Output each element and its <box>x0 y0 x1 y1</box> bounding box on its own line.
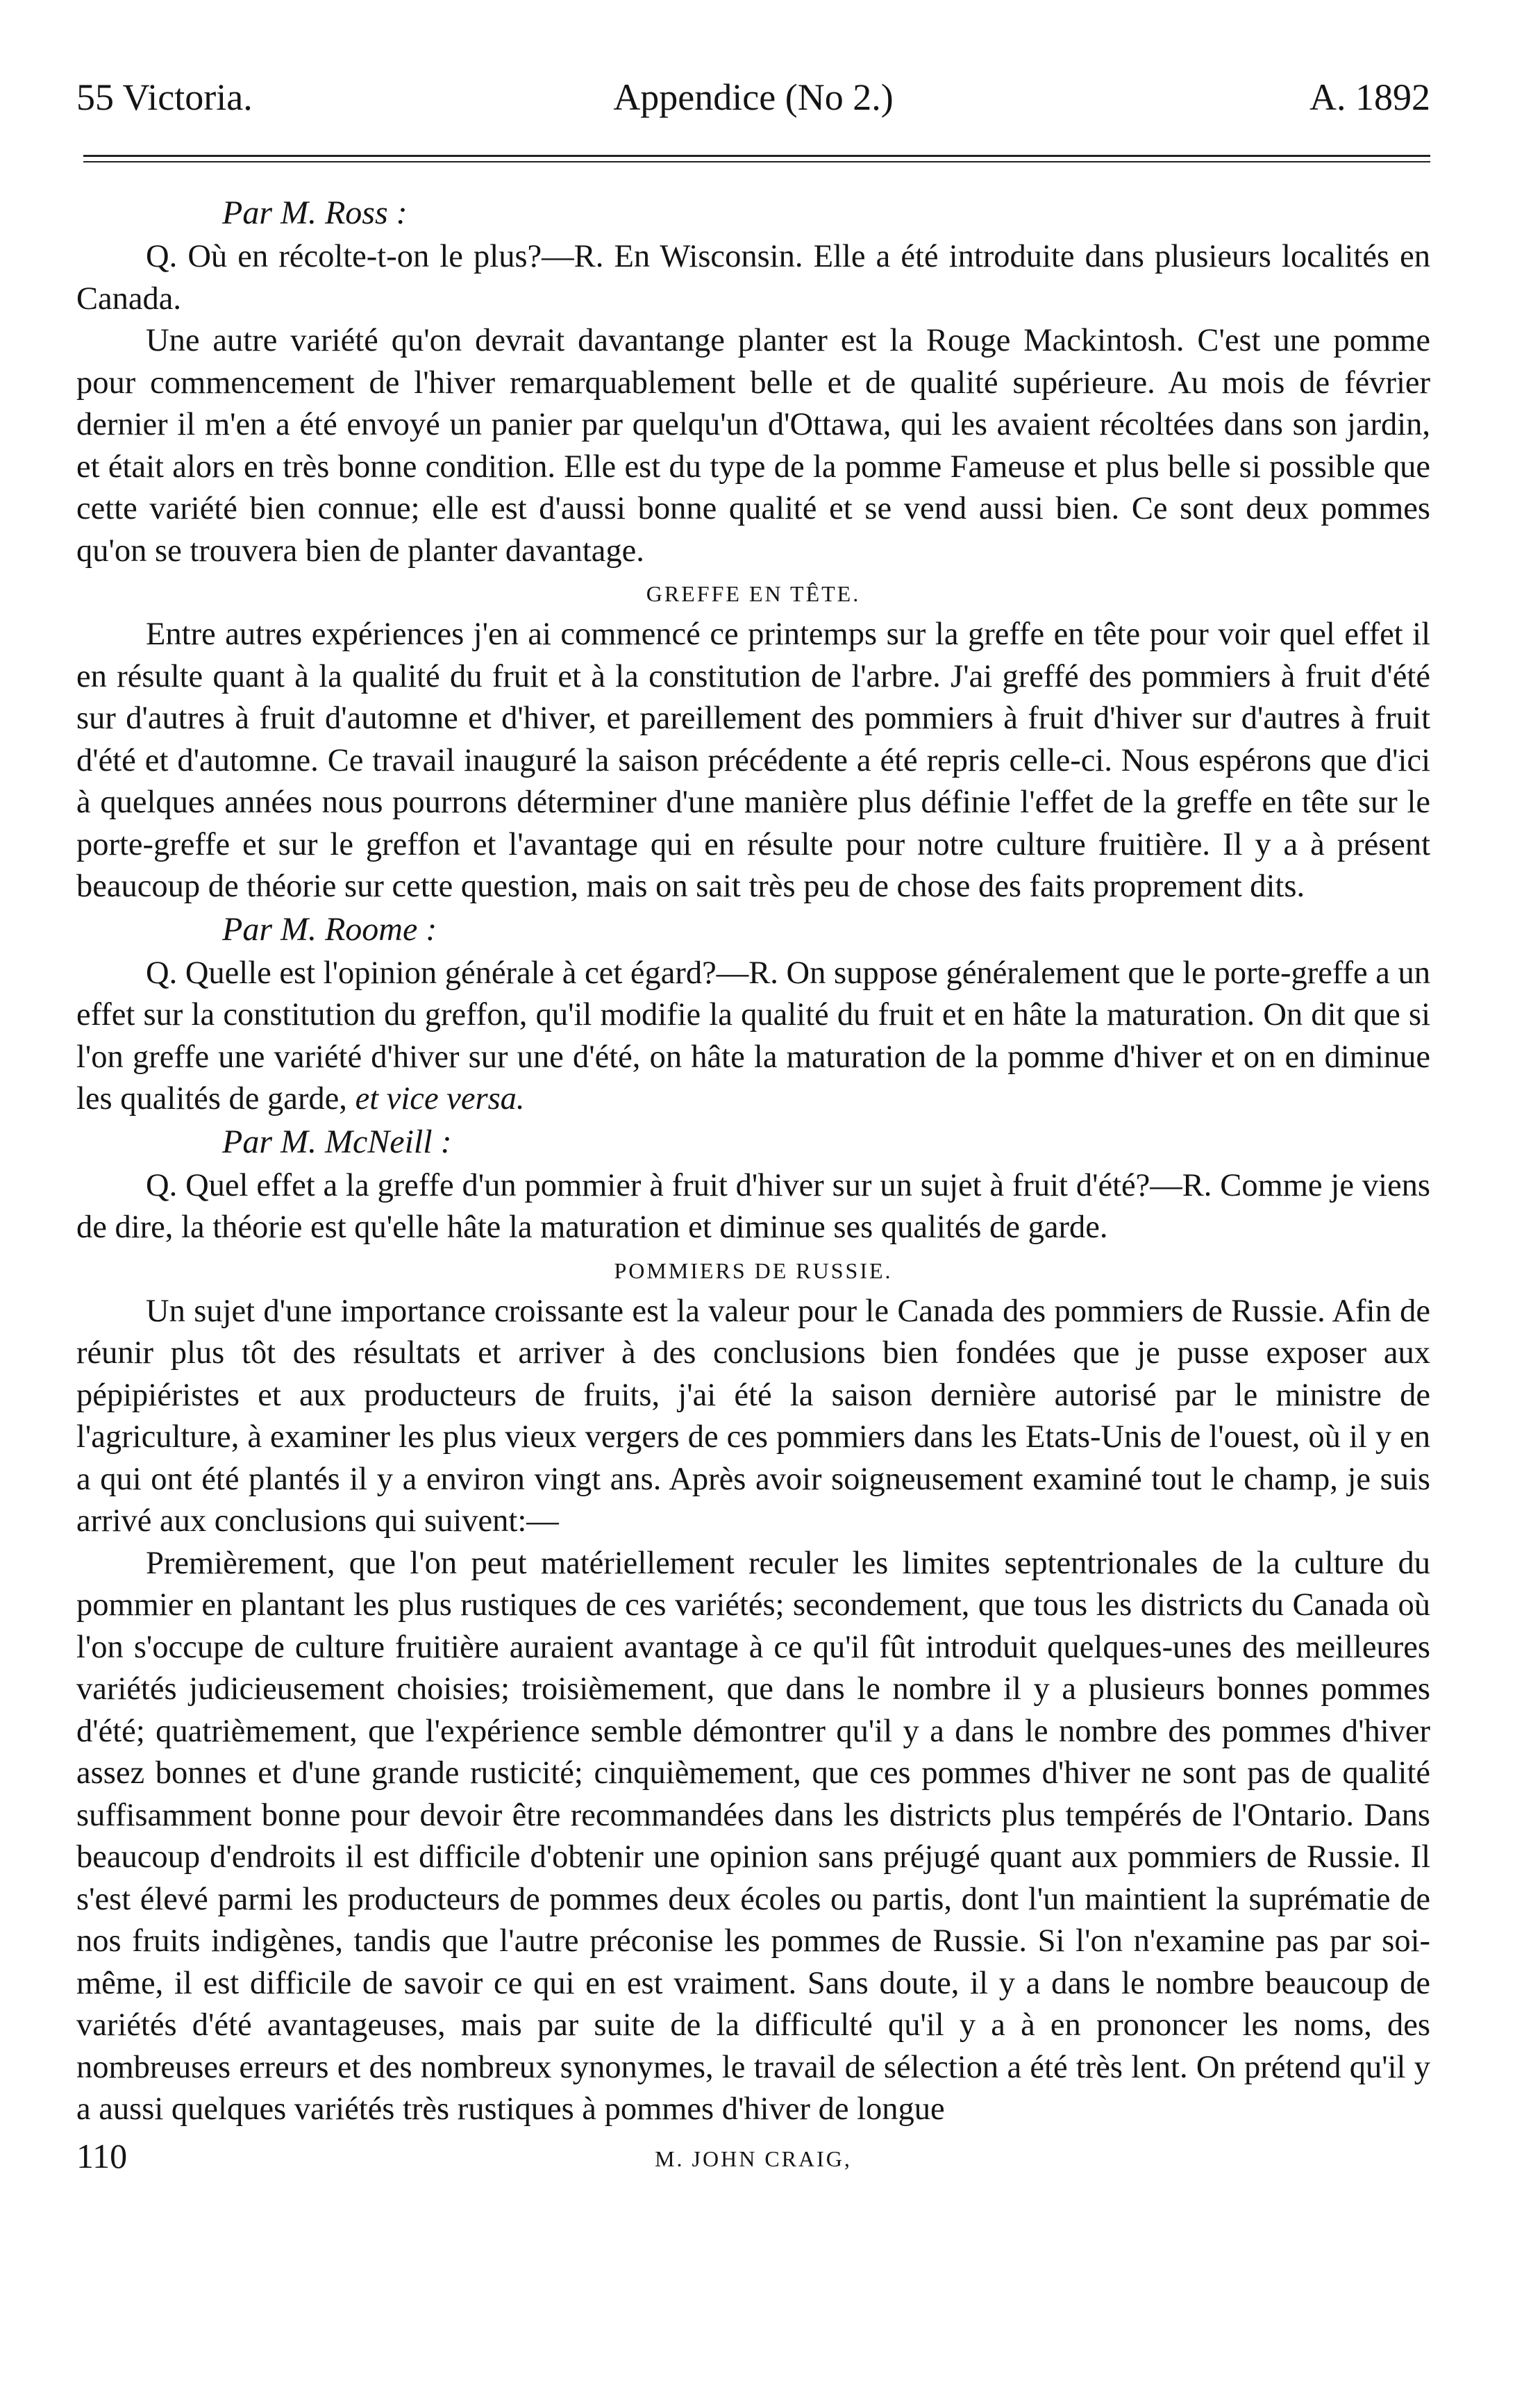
paragraph-q-effet-greffe: Q. Quel effet a la greffe d'un pommier à fruit d'hiver sur un sujet à fruit d'été?—R. Comme je viens de dire, la théorie est qu'elle hâte la maturation et diminue ses qualités de garde. <box>76 1167 1430 1245</box>
paragraph-rouge-mackintosh: Une autre variété qu'on devrait davantange planter est la Rouge Mackintosh. C'est une pomme pour commencement de l'hiver remarquablement belle et de qualité supérieure. Au mois de février dernier il m'en a été envoyé un panier par quelqu'un d'Ottawa, qui les avaient récoltées dans son jardin, et était alors en très bonne condition. Elle est du type de la pomme Fameuse et plus belle si possible que cette variété bien connue; elle est d'aussi bonne qualité et se vend aussi bien. Ce sont deux pommes qu'on se trouvera bien de planter davantage. <box>76 323 1430 569</box>
paragraph-importance-russie: Un sujet d'une importance croissante est la valeur pour le Canada des pommiers de Russie. Afin de réunir plus tôt des résultats et arriver à des conclusions bien fondées que je pusse exposer aux pépipiéristes et aux producteurs de fruits, j'ai été la saison dernière autorisé par le ministre de l'agriculture, à examiner les plus vieux vergers de ces pommiers dans les Etats-Unis de l'ouest, où il y en a qui ont été plantés il y a environ vingt ans. Après avoir soigneusement examiné tout le champ, je suis arrivé aux conclusions qui suivent:— <box>76 1293 1430 1539</box>
paragraph-conclusions: Premièrement, que l'on peut matériellement reculer les limites septentrionales de la culture du pommier en plantant les plus rustiques de ces variétés; secondement, que tous les districts du Canada où l'on s'occupe de culture fruitière auraient avantage à ce qu'il fût introduit quelques-unes des meilleures variétés judicieusement choisies; troisièmement, que dans le nombre il y a plusieurs bonnes pommes d'été; quatrièmement, que l'expérience semble démontrer qu'il y a dans le nombre des pommes d'hiver assez bonnes et d'une grande rusticité; cinquièmement, que ces pommes d'hiver ne sont pas de qualité suffisamment bonne pour devoir être recommandées dans les districts plus tempérés de l'Ontario. Dans beaucoup d'endroits il est difficile d'obtenir une opinion sans préjugé quant aux pommiers de Russie. Il s'est élevé parmi les producteurs de pommes deux écoles ou partis, dont l'un maintient la suprématie de nos fruits indigènes, tandis que l'autre préconise les pommes de Russie. Si l'on n'examine pas par soi-même, il est difficile de savoir ce qui en est vraiment. Sans doute, il y a dans le nombre beaucoup de variétés d'été avantageuses, mais par suite de la difficulté qu'il y a à en prononcer les noms, des nombreuses erreurs et des nombreux synonymes, le travail de sélection a été très lent. On prétend qu'il y a aussi quelques variétés très rustiques à pommes d'hiver de longue <box>76 1545 1430 2127</box>
header-session: 55 Victoria. <box>76 76 253 118</box>
header-year: A. 1892 <box>1309 76 1430 118</box>
speaker-ross: Par M. Ross : <box>222 194 408 231</box>
header-appendix: Appendice (No 2.) <box>613 76 894 118</box>
paragraph-q-wisconsin: Q. Où en récolte-t-on le plus?—R. En Wisconsin. Elle a été introduite dans plusieurs localités en Canada. <box>76 239 1430 317</box>
heading-pommiers-de-russie: POMMIERS DE RUSSIE. <box>614 1257 893 1283</box>
document-body <box>76 192 1430 2131</box>
page-footer <box>76 2135 1430 2177</box>
paragraph-greffe-experiences: Entre autres expériences j'en ai commencé ce printemps sur la greffe en tête pour voir quel effet il en résulte quant à la qualité du fruit et à la constitution de l'arbre. J'ai greffé des pommiers à fruit d'été sur d'autres à fruit d'automne et d'hiver, et pareillement des pommiers à fruit d'hiver sur d'autres à fruit d'été et d'automne. Ce travail inauguré la saison précédente a été repris celle-ci. Nous espérons que d'ici à quelques années nous pourrons déterminer d'une manière plus définie l'effet de la greffe en tête sur le porte-greffe et sur le greffon et l'avantage qui en résulte pour notre culture fruitière. Il y a à présent beaucoup de théorie sur cette question, mais on sait très peu de chose des faits proprement dits. <box>76 617 1430 904</box>
paragraph-q-opinion-generale <box>76 953 1430 1121</box>
footer-author: M. JOHN CRAIG, <box>655 2146 852 2171</box>
paragraph-q-opinion-text: Q. Quelle est l'opinion générale à cet égard?—R. On suppose généralement que le porte-greffe a un effet sur la constitution du greffon, qu'il modifie la qualité du fruit et en hâte la maturation. On dit que si l'on greffe une variété d'hiver sur une d'été, on hâte la maturation de la pomme d'hiver et on en diminue les qualités de garde, <box>76 955 1431 1117</box>
paragraph-q-opinion-vice-versa: et vice versa. <box>355 1081 525 1117</box>
page-number: 110 <box>76 2136 128 2175</box>
page-header <box>76 66 1430 128</box>
speaker-mcneill: Par M. McNeill : <box>222 1123 452 1160</box>
header-double-rule <box>83 155 1430 162</box>
heading-greffe-en-tete: GREFFE EN TÊTE. <box>646 581 861 606</box>
document-page <box>76 66 1430 2177</box>
speaker-roome: Par M. Roome : <box>222 910 437 948</box>
